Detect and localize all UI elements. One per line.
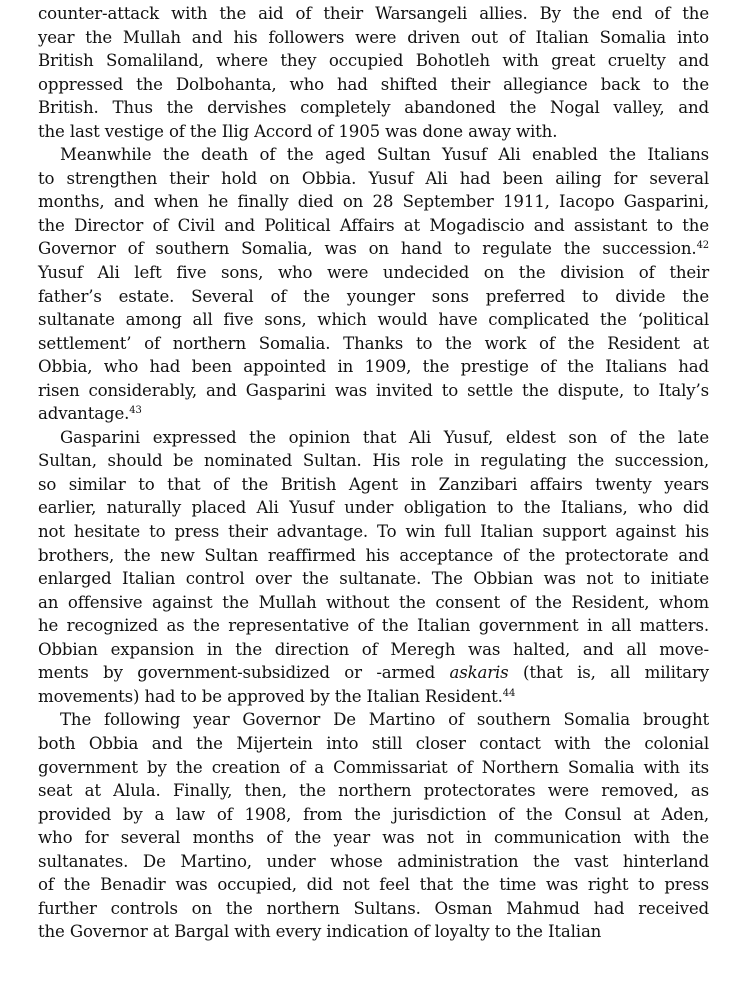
text-run: Yusuf Ali left five sons, who were undecided on the division of their xyxy=(38,263,709,283)
text-run: settlement’ of northern Somalia. Thanks to the work of the Resident at xyxy=(38,333,709,353)
text-line xyxy=(38,873,709,897)
text-line xyxy=(38,544,709,568)
text-run: father’s estate. Several of the younger sons preferred to divide the xyxy=(38,286,709,306)
text-run: Governor of southern Somalia, was on hand to regulate the succession. xyxy=(38,239,697,259)
text-line xyxy=(38,26,709,50)
text-run: risen considerably, and Gasparini was invited to settle the dispute, to Italy’s xyxy=(38,380,709,400)
text-line xyxy=(38,732,709,756)
text-line xyxy=(38,897,709,921)
text-run: seat at Alula. Finally, then, the northern protectorates were removed, as xyxy=(38,781,709,801)
paragraph xyxy=(38,708,709,943)
text-run: The following year Governor De Martino of southern Somalia brought xyxy=(60,710,709,730)
text-run: the Governor at Bargal with every indication of loyalty to the Italian xyxy=(38,922,602,942)
text-line xyxy=(38,756,709,780)
text-line xyxy=(38,685,709,709)
text-run: an offensive against the Mullah without the consent of the Resident, whom xyxy=(38,592,709,612)
text-run: months, and when he finally died on 28 September 1911, Iacopo Gasparini, xyxy=(38,192,709,212)
paragraph xyxy=(38,426,709,709)
text-line xyxy=(38,120,709,144)
text-line xyxy=(38,708,709,732)
text-run: both Obbia and the Mijertein into still closer contact with the colonial xyxy=(38,733,709,753)
text-line xyxy=(38,426,709,450)
text-run: to strengthen their hold on Obbia. Yusuf Ali had been ailing for several xyxy=(38,168,709,188)
text-line xyxy=(38,214,709,238)
text-line xyxy=(38,332,709,356)
text-line xyxy=(38,591,709,615)
paragraph xyxy=(38,2,709,143)
footnote-reference: 42 xyxy=(696,240,709,252)
text-line xyxy=(38,285,709,309)
footnote-reference: 43 xyxy=(129,405,142,417)
text-line xyxy=(38,308,709,332)
text-run: Gasparini expressed the opinion that Ali Yusuf, eldest son of the late xyxy=(60,427,709,447)
text-run: he recognized as the representative of the Italian government in all matters. xyxy=(38,616,709,636)
text-line xyxy=(38,826,709,850)
text-run: so similar to that of the British Agent in Zanzibari affairs twenty years xyxy=(38,474,709,494)
text-line xyxy=(38,496,709,520)
text-line xyxy=(38,779,709,803)
text-run: provided by a law of 1908, from the jurisdiction of the Consul at Aden, xyxy=(38,804,709,824)
paragraph xyxy=(38,143,709,426)
text-line xyxy=(38,638,709,662)
italic-term: askaris xyxy=(449,663,509,683)
text-run: ments by government-subsidized or -armed xyxy=(38,663,450,683)
text-line xyxy=(38,2,709,26)
text-line xyxy=(38,661,709,685)
text-run: earlier, naturally placed Ali Yusuf under obligation to the Italians, who did xyxy=(38,498,709,518)
text-line xyxy=(38,920,709,944)
text-line xyxy=(38,520,709,544)
text-line xyxy=(38,237,709,261)
text-run: British. Thus the dervishes completely abandoned the Nogal valley, and xyxy=(38,98,709,118)
text-line xyxy=(38,614,709,638)
text-run: who for several months of the year was not in communication with the xyxy=(38,828,709,848)
text-run: counter-attack with the aid of their Warsangeli allies. By the end of the xyxy=(38,4,709,23)
footnote-reference: 44 xyxy=(502,687,516,699)
text-line xyxy=(38,167,709,191)
text-line xyxy=(38,261,709,285)
text-run: British Somaliland, where they occupied Bohotleh with great cruelty and xyxy=(38,51,709,71)
text-run: further controls on the northern Sultans. Osman Mahmud had received xyxy=(38,898,709,918)
text-run: enlarged Italian control over the sultanate. The Obbian was not to initiate xyxy=(38,569,709,589)
text-run: Sultan, should be nominated Sultan. His role in regulating the succession, xyxy=(38,451,709,471)
text-run: sultanates. De Martino, under whose administration the vast hinterland xyxy=(38,851,709,871)
text-run: government by the creation of a Commissariat of Northern Somalia with its xyxy=(38,757,709,777)
text-line xyxy=(38,567,709,591)
text-run: Meanwhile the death of the aged Sultan Yusuf Ali enabled the Italians xyxy=(60,145,709,165)
text-run: the last vestige of the Ilig Accord of 1905 was done away with. xyxy=(38,121,558,141)
text-line xyxy=(38,803,709,827)
text-run: year the Mullah and his followers were driven out of Italian Somalia into xyxy=(38,27,709,47)
text-run: (that is, all military xyxy=(508,663,709,683)
text-line xyxy=(38,190,709,214)
text-line xyxy=(38,473,709,497)
text-line xyxy=(38,49,709,73)
text-run: of the Benadir was occupied, did not feel that the time was right to press xyxy=(38,875,709,895)
text-run: oppressed the Dolbohanta, who had shifted their allegiance back to the xyxy=(38,74,709,94)
text-run: sultanate among all five sons, which would have complicated the ‘political xyxy=(38,310,709,330)
text-run: advantage. xyxy=(38,404,130,424)
text-line xyxy=(38,143,709,167)
text-run: movements) had to be approved by the Italian Resident. xyxy=(38,686,503,706)
text-run: Obbian expansion in the direction of Meregh was halted, and all move- xyxy=(38,639,709,659)
text-line xyxy=(38,355,709,379)
text-run: brothers, the new Sultan reaffirmed his acceptance of the protectorate and xyxy=(38,545,709,565)
text-line xyxy=(38,379,709,403)
text-run: not hesitate to press their advantage. To win full Italian support against his xyxy=(38,522,709,542)
text-run: Obbia, who had been appointed in 1909, the prestige of the Italians had xyxy=(38,357,709,377)
text-line xyxy=(38,449,709,473)
text-line xyxy=(38,850,709,874)
text-line xyxy=(38,73,709,97)
text-line xyxy=(38,402,709,426)
text-run: the Director of Civil and Political Affairs at Mogadiscio and assistant to the xyxy=(38,215,709,235)
text-line xyxy=(38,96,709,120)
